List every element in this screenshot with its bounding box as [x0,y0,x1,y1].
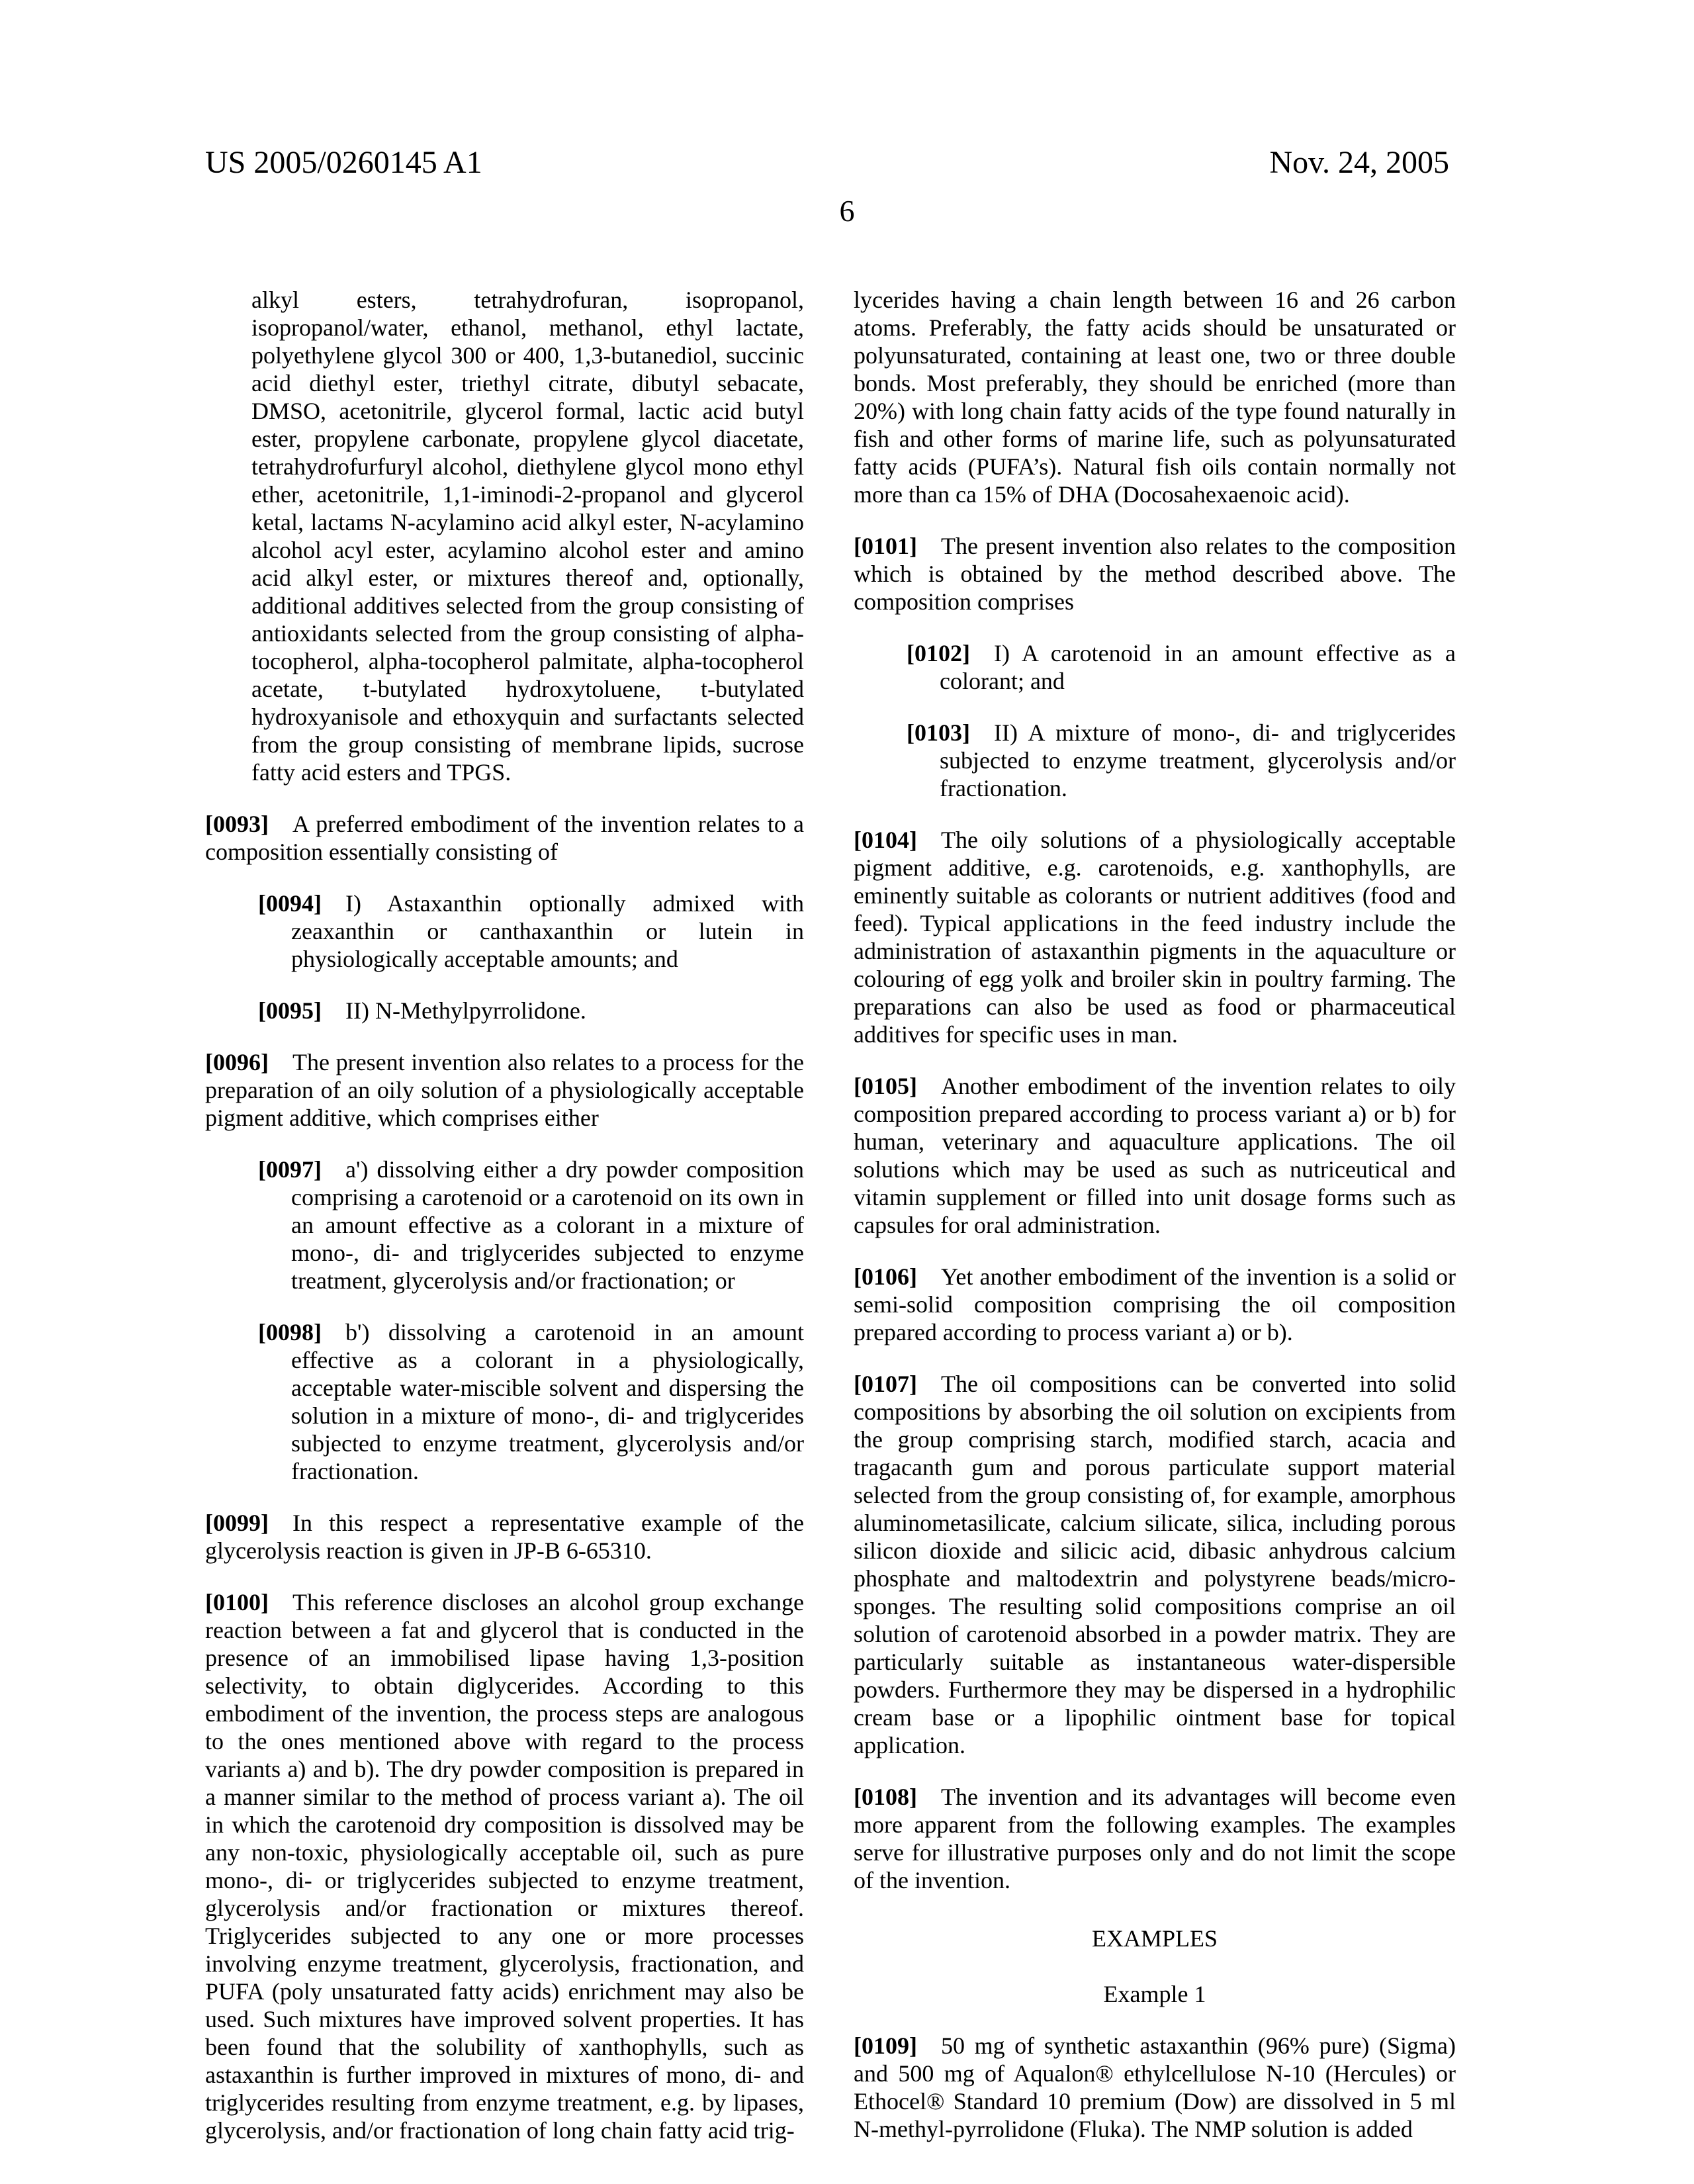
examples-heading: EXAMPLES [1091,1925,1218,1952]
paragraph-0108 [854,1783,1456,1894]
paragraph-0109 [854,2032,1456,2143]
patent-number: US 2005/0260145 A1 [205,145,482,180]
paragraph-0100 [205,1588,804,2144]
paragraph-text: Another embodiment of the invention relates to oily composition prepared according to process variant a) or b) for human, veterinary and aquaculture applications. The oil solutions which may be used as such as nutriceutical and vitamin supplement or filled into unit dosage forms such as capsules for oral administration. [854,1073,1456,1238]
paragraph-number: [0094] [258,890,322,917]
paragraph-0107 [854,1370,1456,1759]
paragraph-number: [0093] [205,811,269,837]
paragraph-text: The oil compositions can be converted into solid compositions by absorbing the oil solution on excipients from the group comprising starch, modified starch, acacia and tragacanth gum and porous particulate support material selected from the group consisting of, for example, amorphous aluminometasilicate, calcium silicate, silica, including porous silicon dioxide and silicic acid, dibasic anhydrous calcium phosphate and maltodextrin and polystyrene beads/micro-sponges. The resulting solid compositions comprise an oil solution of carotenoid absorbed in a powder matrix. They are particularly suitable as instantaneous water-dispersible powders. Furthermore they may be dispersed in a hydrophilic cream base or a lipophilic ointment base for topical application. [854,1371,1456,1758]
paragraph-text: The present invention also relates to a process for the preparation of an oily solution of a physiologically acceptable pigment additive, which comprises either [205,1049,804,1131]
paragraph-text: I) Astaxanthin optionally admixed with zeaxanthin or canthaxanthin or lutein in physiologically acceptable amounts; and [291,890,804,972]
paragraph-text: a') dissolving either a dry powder composition comprising a carotenoid or a carotenoid on its own in an amount effective as a colorant in a mixture of mono-, di- and triglycerides subjected to enzyme treatment, glycerolysis and/or fractionation; or [291,1156,804,1294]
paragraph-number: [0109] [854,2032,917,2059]
paragraph-text: b') dissolving a carotenoid in an amount effective as a colorant in a physiologically, acceptable water-miscible solvent and dispersing the solution in a mixture of mono-, di- and triglycerides subjected to enzyme treatment, glycerolysis and/or fractionation. [291,1319,804,1484]
paragraph-0094 [205,889,804,973]
paragraph-text: 50 mg of synthetic astaxanthin (96% pure) (Sigma) and 500 mg of Aqualon® ethylcellulose N-10 (Hercules) or Ethocel® Standard 10 premium (Dow) are dissolved in 5 ml N-methyl-pyrrolidone (Fluka). The NMP solution is added [854,2032,1456,2142]
paragraph-0103 [854,719,1456,802]
paragraph-text: The oily solutions of a physiologically acceptable pigment additive, e.g. carotenoids, e.g. xanthophylls, are eminently suitable as colorants or nutrient additives (food and feed). Typical applications in the feed industry include the administration of astaxanthin pigments in the aquaculture or colouring of egg yolk and broiler skin in poultry farming. The preparations can also be used as food or pharmaceutical additives for specific uses in man. [854,827,1456,1048]
paragraph-number: [0095] [258,997,322,1024]
continuation-paragraph: alkyl esters, tetrahydrofuran, isopropanol, isopropanol/water, ethanol, methanol, ethyl lactate, polyethylene glycol 300 or 400, 1,3-butanediol, succinic acid diethyl ester, triethyl citrate, dibutyl sebacate, DMSO, acetonitrile, glycerol formal, lactic acid butyl ester, propylene carbonate, propylene glycol diacetate, tetrahydrofurfuryl alcohol, diethylene glycol mono ethyl ether, acetonitrile, 1,1-iminodi-2-propanol and glycerol ketal, lactams N-acylamino acid alkyl ester, N-acylamino alcohol acyl ester, acylamino alcohol ester and amino acid alkyl ester, or mixtures thereof and, optionally, additional additives selected from the group consisting of antioxidants selected from the group consisting of alpha-tocopherol, alpha-tocopherol palmitate, alpha-tocopherol acetate, t-butylated hydroxytoluene, t-butylated hydroxyanisole and ethoxyquin and surfactants selected from the group consisting of membrane lipids, sucrose fatty acid esters and TPGS. [251,287,804,786]
paragraph-number: [0104] [854,827,917,853]
paragraph-text: A preferred embodiment of the invention relates to a composition essentially consisting of [205,811,804,865]
paragraph-text: This reference discloses an alcohol group exchange reaction between a fat and glycerol that is conducted in the presence of an immobilised lipase having 1,3-position selectivity, to obtain diglycerides. According to this embodiment of the invention, the process steps are analogous to the ones mentioned above with regard to the process variants a) and b). The dry powder composition is prepared in a manner similar to the method of process variant a). The oil in which the carotenoid dry composition is dissolved may be any non-toxic, physiologically acceptable oil, such as pure mono-, di- or triglycerides subjected to enzyme treatment, glycerolysis and/or fractionation or mixtures thereof. Triglycerides subjected to any one or more processes involving enzyme treatment, glycerolysis, fractionation, and PUFA (poly unsaturated fatty acids) enrichment may also be used. Such mixtures have improved solvent properties. It has been found that the solubility of xanthophylls, such as astaxanthin is further improved in mixtures of mono, di- and triglycerides resulting from enzyme treatment, e.g. by lipases, glycerolysis, and/or fractionation of long chain fatty acid trig- [205,1589,804,2144]
paragraph-number: [0103] [907,719,970,746]
publication-date: Nov. 24, 2005 [1269,145,1449,180]
paragraph-number: [0105] [854,1073,917,1099]
left-column [205,286,804,2168]
paragraph-0098 [205,1318,804,1485]
right-column [854,286,1456,2167]
paragraph-text: In this respect a representative example of the glycerolysis reaction is given in JP-B 6-65310. [205,1510,804,1564]
paragraph-number: [0106] [854,1263,917,1290]
paragraph-number: [0107] [854,1371,917,1397]
paragraph-text: II) A mixture of mono-, di- and triglycerides subjected to enzyme treatment, glycerolysis and/or fractionation. [940,719,1456,801]
paragraph-number: [0096] [205,1049,269,1075]
paragraph-text: II) N-Methylpyrrolidone. [345,997,586,1024]
paragraph-0104 [854,826,1456,1048]
paragraph-0101 [854,532,1456,615]
paragraph-0096 [205,1048,804,1132]
page-number: 6 [839,194,855,228]
paragraph-0105 [854,1072,1456,1239]
continuation-paragraph: lycerides having a chain length between 16 and 26 carbon atoms. Preferably, the fatty acids should be unsaturated or polyunsaturated, containing at least one, two or three double bonds. Most preferably, they should be enriched (more than 20%) with long chain fatty acids of the type found naturally in fish and other forms of marine life, such as polyunsaturated fatty acids (PUFA’s). Natural fish oils contain normally not more than ca 15% of DHA (Docosahexaenoic acid). [854,287,1456,508]
paragraph-0097 [205,1156,804,1295]
paragraph-text: Yet another embodiment of the invention is a solid or semi-solid composition comprising the oil composition prepared according to process variant a) or b). [854,1263,1456,1345]
paragraph-number: [0099] [205,1510,269,1536]
paragraph-0095 [205,997,804,1024]
paragraph-number: [0102] [907,640,970,666]
paragraph-text: The invention and its advantages will become even more apparent from the following examples. The examples serve for illustrative purposes only and do not limit the scope of the invention. [854,1784,1456,1893]
paragraph-text: The present invention also relates to the composition which is obtained by the method described above. The composition comprises [854,533,1456,615]
paragraph-number: [0098] [258,1319,322,1345]
paragraph-number: [0108] [854,1784,917,1810]
paragraph-number: [0097] [258,1156,322,1183]
paragraph-0106 [854,1263,1456,1346]
paragraph-0102 [854,639,1456,695]
paragraph-0093 [205,810,804,866]
paragraph-0099 [205,1509,804,1565]
paragraph-number: [0100] [205,1589,269,1615]
example-1-heading: Example 1 [1103,1981,1206,2007]
paragraph-text: I) A carotenoid in an amount effective as a colorant; and [940,640,1456,694]
paragraph-number: [0101] [854,533,917,559]
